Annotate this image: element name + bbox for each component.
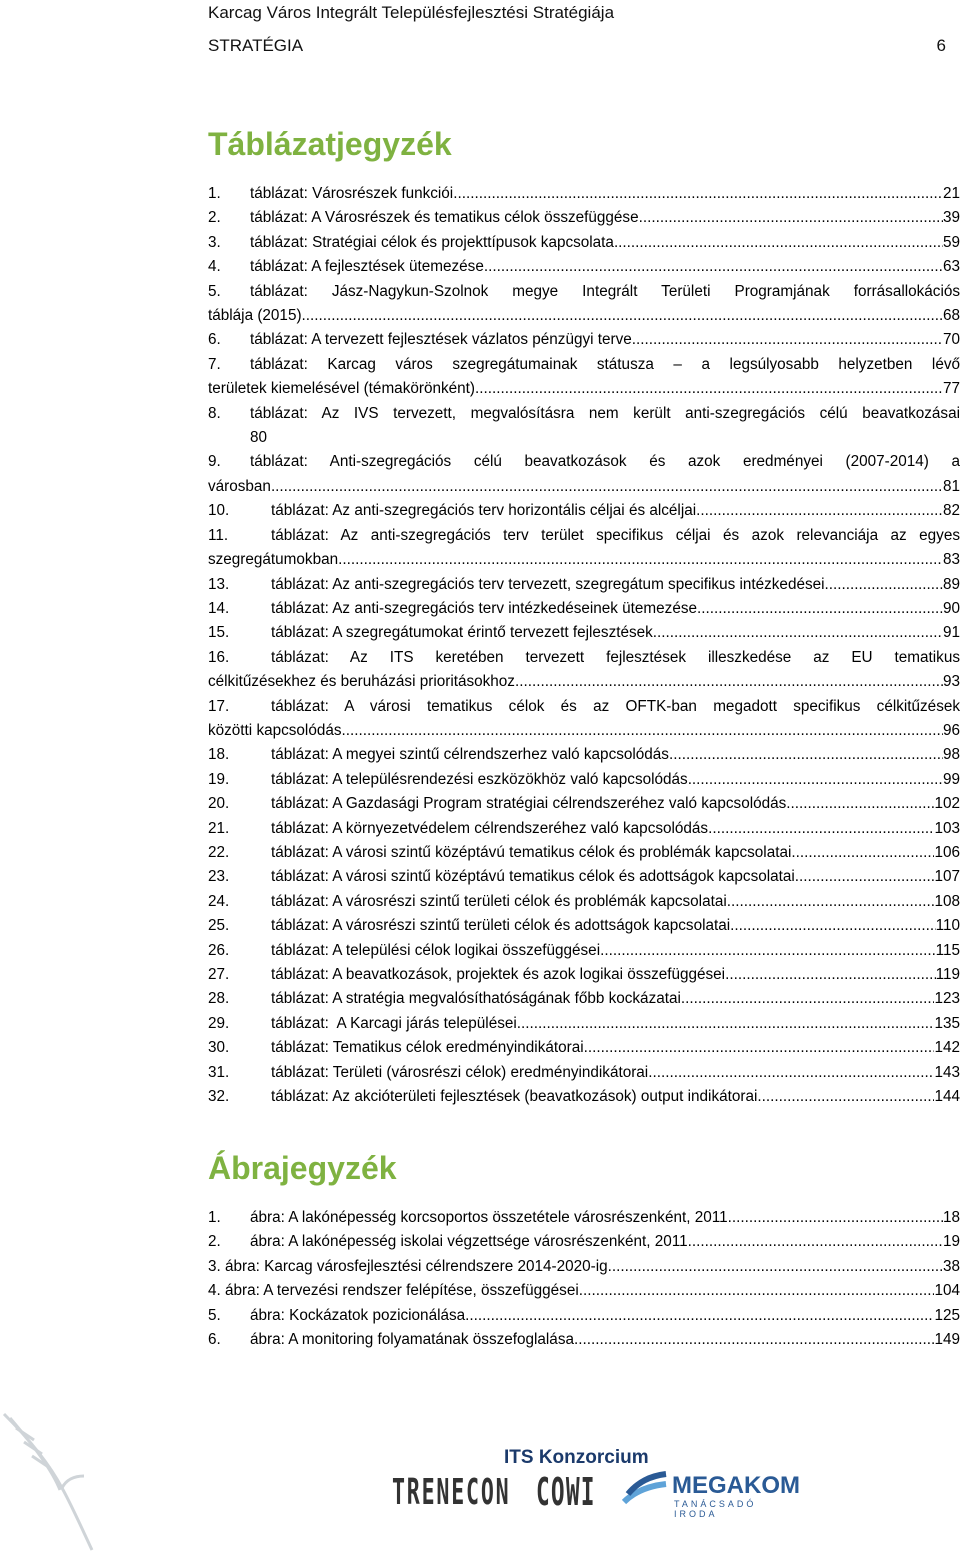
leader-dots xyxy=(608,1255,943,1279)
entry-label: táblázat: A városrészi szintű területi célok és adottságok kapcsolatai xyxy=(271,917,731,935)
entry-number: 11. xyxy=(208,526,229,544)
entry-page: 119 xyxy=(935,966,960,983)
toc-entry[interactable] xyxy=(208,1085,960,1109)
entry-page: 80 xyxy=(250,429,268,447)
entry-label: táblázat: Területi (városrészi célok) eredményindikátorai xyxy=(271,1063,649,1081)
cowi-logo: COWI xyxy=(536,1470,596,1514)
toc-entry[interactable] xyxy=(208,450,960,499)
leader-dots xyxy=(639,206,943,230)
entry-page: 68 xyxy=(942,307,960,325)
toc-entry[interactable] xyxy=(208,1230,960,1254)
figures-heading: Ábrajegyzék xyxy=(208,1150,397,1186)
leader-dots xyxy=(825,573,943,597)
toc-entry[interactable] xyxy=(208,597,960,621)
megakom-name: MEGAKOM xyxy=(672,1472,800,1499)
entry-page: 135 xyxy=(934,1014,960,1032)
entry-page: 99 xyxy=(942,770,960,788)
entry-number: 17. xyxy=(208,697,230,715)
leader-dots xyxy=(584,1036,935,1060)
entry-number: 1. xyxy=(208,1209,221,1226)
entry-page: 70 xyxy=(942,331,960,349)
toc-entry[interactable] xyxy=(208,328,960,352)
entry-number: 5. xyxy=(208,282,221,300)
leader-dots xyxy=(484,255,943,279)
entry-label: táblázat: A szegregátumokat érintő tervezett fejlesztések xyxy=(271,624,653,642)
entry-number: 1. xyxy=(208,185,221,202)
leader-dots xyxy=(517,1012,935,1036)
leader-dots xyxy=(708,817,934,841)
entry-number: 24. xyxy=(208,892,230,910)
toc-entry[interactable] xyxy=(208,987,960,1011)
leader-dots xyxy=(791,841,934,865)
tables-list xyxy=(208,182,960,1109)
bird-watermark-icon xyxy=(0,1410,110,1555)
entry-label: táblázat: Városrészek funkciói xyxy=(250,185,454,202)
entry-number: 31. xyxy=(208,1063,230,1081)
entry-label: 3. ábra: Karcag városfejlesztési célrendszere 2014-2020-ig xyxy=(208,1257,608,1275)
toc-entry[interactable] xyxy=(208,841,960,865)
entry-number: 2. xyxy=(208,1233,221,1251)
entry-page: 77 xyxy=(942,380,960,398)
entry-number: 10. xyxy=(208,502,230,520)
toc-entry[interactable] xyxy=(208,1255,960,1279)
entry-label: táblázat: Az akcióterületi fejlesztések (beavatkozások) output indikátorai xyxy=(271,1088,758,1106)
leader-dots xyxy=(632,328,943,352)
entry-number: 6. xyxy=(208,331,221,349)
entry-page: 144 xyxy=(934,1088,960,1106)
entry-page: 63 xyxy=(942,258,960,276)
toc-entry[interactable] xyxy=(208,280,960,329)
entry-number: 2. xyxy=(208,209,221,227)
toc-entry[interactable] xyxy=(208,206,960,230)
entry-label: táblázat: Az anti-szegregációs terv tervezett, szegregátum specifikus intézkedései xyxy=(271,575,825,593)
entry-label-continued: városban xyxy=(208,477,271,495)
entry-page: 89 xyxy=(942,575,960,593)
leader-dots xyxy=(728,1206,943,1230)
entry-label: táblázat: Tematikus célok eredményindikátorai xyxy=(271,1039,584,1057)
entry-number: 16. xyxy=(208,648,230,666)
entry-page: 106 xyxy=(934,843,960,861)
toc-entry[interactable] xyxy=(208,1036,960,1060)
entry-label: táblázat: A városi szintű középtávú tematikus célok és problémák kapcsolatai xyxy=(271,843,792,861)
leader-dots xyxy=(727,890,935,914)
toc-entry[interactable] xyxy=(208,182,960,206)
entry-page: 93 xyxy=(942,673,960,691)
entry-page: 18 xyxy=(942,1209,960,1226)
entry-page: 149 xyxy=(934,1331,960,1349)
entry-number: 4. xyxy=(208,258,221,276)
toc-entry[interactable] xyxy=(208,939,960,963)
leader-dots xyxy=(688,1230,943,1254)
entry-label: táblázat: A településrendezési eszközökhöz való kapcsolódás xyxy=(271,770,688,788)
leader-dots xyxy=(681,987,935,1011)
leader-dots xyxy=(271,475,943,499)
entry-label: táblázat: Jász-Nagykun-Szolnok megye Integrált Területi Programjának forrásallokációs xyxy=(250,282,960,300)
toc-entry[interactable] xyxy=(208,499,960,523)
entry-number: 20. xyxy=(208,795,230,813)
megakom-logo xyxy=(622,1470,802,1519)
toc-entry[interactable] xyxy=(208,1061,960,1085)
header-section: STRATÉGIA xyxy=(208,36,304,55)
leader-dots xyxy=(453,182,943,206)
entry-number: 23. xyxy=(208,868,230,886)
entry-number: 25. xyxy=(208,917,230,935)
entry-label: táblázat: A városi szintű középtávú tematikus célok és adottságok kapcsolatai xyxy=(271,868,795,886)
entry-page: 108 xyxy=(934,892,960,910)
entry-label: táblázat: Az anti-szegregációs terv intézkedéseinek ütemezése xyxy=(271,599,697,617)
entry-label: ábra: A lakónépesség korcsoportos összetétele városrészenként, 2011 xyxy=(250,1209,728,1226)
toc-entry[interactable] xyxy=(208,914,960,938)
entry-label: táblázat: Stratégiai célok és projekttípusok kapcsolata xyxy=(250,233,614,251)
entry-page: 96 xyxy=(942,721,960,739)
entry-label: táblázat: A stratégia megvalósíthatóságának főbb kockázatai xyxy=(271,990,681,1008)
leader-dots xyxy=(697,597,943,621)
entry-label-continued: területek kiemelésével (témakörönként) xyxy=(208,380,475,398)
entry-label: ábra: A lakónépesség iskolai végzettsége városrészenként, 2011 xyxy=(250,1233,688,1251)
toc-entry[interactable] xyxy=(208,1206,960,1230)
entry-label: táblázat: Az ITS keretében tervezett fejlesztések illeszkedése az EU tematikus xyxy=(271,648,960,666)
entry-number: 30. xyxy=(208,1039,230,1057)
leader-dots xyxy=(302,304,943,328)
entry-number: 22. xyxy=(208,843,230,861)
entry-label-continued: táblája (2015) xyxy=(208,307,302,325)
entry-number: 5. xyxy=(208,1306,221,1324)
leader-dots xyxy=(648,1061,934,1085)
entry-number: 27. xyxy=(208,966,230,983)
leader-dots xyxy=(795,865,935,889)
entry-label: táblázat: A városi tematikus célok és az OFTK-ban megadott specifikus célkitűzések xyxy=(271,697,960,715)
toc-entry[interactable] xyxy=(208,890,960,914)
entry-label: 4. ábra: A tervezési rendszer felépítése, összefüggései xyxy=(208,1282,579,1300)
toc-entry[interactable] xyxy=(208,792,960,816)
entry-number: 9. xyxy=(208,453,221,471)
toc-entry[interactable] xyxy=(208,231,960,255)
entry-label: ábra: Kockázatok pozicionálása xyxy=(250,1306,466,1324)
entry-page: 38 xyxy=(942,1257,960,1275)
toc-entry[interactable] xyxy=(208,573,960,597)
entry-number: 7. xyxy=(208,355,221,373)
entry-label-continued: célkitűzésekhez és beruházási prioritásokhoz xyxy=(208,673,515,691)
entry-number: 29. xyxy=(208,1014,230,1032)
tables-heading: Táblázatjegyzék xyxy=(208,126,452,162)
entry-label: táblázat: Az anti-szegregációs terv horizontális céljai és alcéljai xyxy=(271,502,697,520)
toc-entry[interactable] xyxy=(208,817,960,841)
entry-label: ábra: A monitoring folyamatának összefoglalása xyxy=(250,1331,574,1349)
leader-dots xyxy=(696,499,943,523)
trenecon-logo: TRENECON xyxy=(392,1472,511,1513)
toc-entry[interactable] xyxy=(208,646,960,695)
entry-label: táblázat: A Gazdasági Program stratégiai célrendszeréhez való kapcsolódás xyxy=(271,795,787,813)
entry-page: 115 xyxy=(935,941,960,959)
entry-number: 13. xyxy=(208,575,230,593)
entry-number: 15. xyxy=(208,624,230,642)
leader-dots xyxy=(342,719,943,743)
entry-number: 21. xyxy=(208,819,230,837)
entry-number: 19. xyxy=(208,770,230,788)
entry-label-continued: közötti kapcsolódás xyxy=(208,721,342,739)
toc-entry[interactable] xyxy=(208,1012,960,1036)
leader-dots xyxy=(338,548,943,572)
leader-dots xyxy=(653,621,943,645)
entry-label: táblázat: A városrészi szintű területi célok és problémák kapcsolatai xyxy=(271,892,727,910)
entry-number: 3. xyxy=(208,233,221,251)
toc-entry[interactable] xyxy=(208,695,960,744)
entry-page: 82 xyxy=(942,502,960,520)
megakom-emblem-icon xyxy=(622,1470,668,1510)
toc-entry[interactable] xyxy=(208,524,960,573)
entry-page: 39 xyxy=(942,209,960,227)
entry-number: 6. xyxy=(208,1331,221,1349)
entry-label: táblázat: A Karcagi járás települései xyxy=(271,1014,517,1032)
header-document-title: Karcag Város Integrált Településfejlesztési Stratégiája xyxy=(208,3,615,22)
entry-label: táblázat: Az IVS tervezett, megvalósításra nem került anti-szegregációs célú beavatkozásai xyxy=(250,404,960,422)
toc-entry[interactable] xyxy=(208,963,960,987)
toc-entry[interactable] xyxy=(208,865,960,889)
entry-label: táblázat: A Városrészek és tematikus célok összefüggése xyxy=(250,209,639,227)
entry-page: 142 xyxy=(934,1039,960,1057)
entry-page: 107 xyxy=(934,868,960,886)
leader-dots xyxy=(786,792,934,816)
leader-dots xyxy=(574,1328,934,1352)
entry-page: 19 xyxy=(942,1233,960,1251)
entry-page: 143 xyxy=(934,1063,960,1081)
leader-dots xyxy=(688,768,943,792)
entry-label: táblázat: A fejlesztések ütemezése xyxy=(250,258,484,276)
toc-entry[interactable] xyxy=(208,255,960,279)
entry-number: 26. xyxy=(208,941,230,959)
leader-dots xyxy=(725,963,936,987)
leader-dots xyxy=(614,231,943,255)
entry-page: 104 xyxy=(934,1282,960,1300)
entry-label-continued: szegregátumokban xyxy=(208,551,339,569)
toc-entry[interactable] xyxy=(208,402,960,451)
page-number: 6 xyxy=(936,36,946,55)
entry-page: 83 xyxy=(942,551,960,569)
entry-label: táblázat: A megyei szintű célrendszerhez való kapcsolódás xyxy=(271,746,669,764)
footer-consortium: ITS Konzorcium xyxy=(504,1447,649,1468)
entry-page: 98 xyxy=(942,746,960,764)
entry-page: 102 xyxy=(934,795,960,813)
entry-page: 59 xyxy=(942,233,960,251)
entry-number: 28. xyxy=(208,990,230,1008)
entry-number: 32. xyxy=(208,1088,230,1106)
leader-dots xyxy=(475,377,943,401)
entry-page: 110 xyxy=(935,917,960,935)
leader-dots xyxy=(669,743,943,767)
entry-page: 123 xyxy=(934,990,960,1008)
leader-dots xyxy=(515,670,943,694)
entry-label: táblázat: Anti-szegregációs célú beavatkozások és azok eredményei (2007-2014) a xyxy=(250,453,960,471)
entry-page: 90 xyxy=(942,599,960,617)
leader-dots xyxy=(579,1279,935,1303)
toc-entry[interactable] xyxy=(208,1279,960,1303)
entry-label: táblázat: Karcag város szegregátumainak státusza – a legsúlyosabb helyzetben lévő xyxy=(250,355,960,373)
entry-label: táblázat: A beavatkozások, projektek és azok logikai összefüggései xyxy=(271,966,726,983)
entry-page: 103 xyxy=(934,819,960,837)
entry-number: 18. xyxy=(208,746,230,764)
megakom-subtitle: TANÁCSADÓ IRODA xyxy=(674,1499,757,1519)
figures-list xyxy=(208,1206,960,1352)
entry-label: táblázat: Az anti-szegregációs terv terület specifikus céljai és azok relevanciája az egyes xyxy=(271,526,960,544)
toc-entry[interactable] xyxy=(208,1304,960,1328)
leader-dots xyxy=(600,939,936,963)
entry-page: 91 xyxy=(942,624,960,642)
leader-dots xyxy=(465,1304,934,1328)
entry-page: 81 xyxy=(942,477,960,495)
toc-entry[interactable] xyxy=(208,743,960,767)
leader-dots xyxy=(757,1085,934,1109)
entry-number: 14. xyxy=(208,599,230,617)
entry-number: 8. xyxy=(208,404,221,422)
entry-label: táblázat: A települési célok logikai összefüggései xyxy=(271,941,601,959)
entry-label: táblázat: A tervezett fejlesztések vázlatos pénzügyi terve xyxy=(250,331,632,349)
toc-entry[interactable] xyxy=(208,353,960,402)
leader-dots xyxy=(730,914,935,938)
entry-label: táblázat: A környezetvédelem célrendszeréhez való kapcsolódás xyxy=(271,819,709,837)
entry-page: 21 xyxy=(942,185,960,202)
toc-entry[interactable] xyxy=(208,1328,960,1352)
toc-entry[interactable] xyxy=(208,621,960,645)
entry-page: 125 xyxy=(934,1306,960,1324)
toc-entry[interactable] xyxy=(208,768,960,792)
